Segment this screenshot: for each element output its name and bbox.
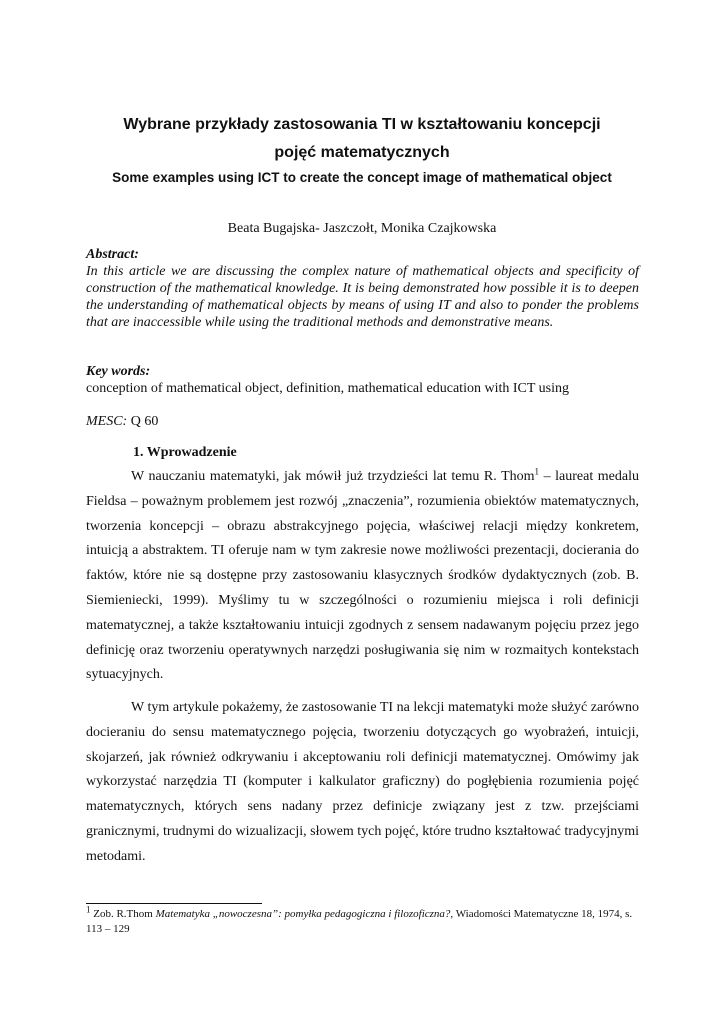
keywords-label: Key words:: [86, 364, 151, 379]
paragraph-1-text-a: W nauczaniu matematyki, jak mówił już trzydzieści lat temu R. Thom: [131, 469, 535, 484]
mesc-line: [86, 413, 639, 430]
abstract-text: In this article we are discussing the complex nature of mathematical objects and specificity of construction of the mathematical knowledge. It is being demonstrated how possible it is to deepen the understanding of mathematical objects by means of using IT and also to ponder the problems that are inaccessible while using the traditional methods and demonstrative means.: [86, 264, 639, 330]
abstract-label: Abstract:: [86, 247, 139, 262]
title-polish-line-1: Wybrane przykłady zastosowania TI w kształtowaniu koncepcji: [123, 116, 601, 133]
section-heading: 1. Wprowadzenie: [133, 445, 237, 460]
mesc-value: Q 60: [130, 414, 159, 429]
authors: Beata Bugajska- Jaszczołt, Monika Czajkowska: [227, 221, 497, 236]
footnote-divider: [86, 903, 262, 904]
keywords-text: conception of mathematical object, definition, mathematical education with ICT using: [86, 381, 569, 396]
abstract-section: [86, 246, 639, 331]
title-polish: [60, 111, 664, 167]
paragraph-1: [86, 465, 639, 688]
paragraph-2: W tym artykule pokażemy, że zastosowanie TI na lekcji matematyki może służyć zarówno docieraniu do sensu matematycznego pojęcia, tworzeniu dotyczących go wyobrażeń, intuicji, skojarzeń, jak również odkrywaniu i akceptowaniu roli definicji matematycznej. Omówimy jak wykorzystać narzędzia TI (komputer i kalkulator graficzny) do pogłębienia rozumienia pojęć matematycznych, których sens nadany przez definicje związany jest z tzw. przejściami granicznymi, trudnymi do wizualizacji, słowem tych pojęć, które trudno kształtować tradycyjnymi metodami.: [86, 700, 639, 864]
footnote-number: 1: [86, 904, 91, 915]
title-polish-line-2: pojęć matematycznych: [274, 144, 450, 161]
footnote-rest: , Wiadomości Matematyczne 18, 1974, s. 113 – 129: [86, 908, 633, 935]
mesc-label: MESC:: [86, 414, 128, 429]
footnote-cited-title: Matematyka „nowoczesna”: pomyłka pedagogiczna i filozoficzna?: [155, 908, 451, 920]
keywords-section: [86, 363, 639, 397]
footnote-reference: 1: [534, 466, 540, 477]
title-english: Some examples using ICT to create the concept image of mathematical object: [112, 170, 612, 185]
paragraph-1-text-b: – laureat medalu Fieldsa – poważnym problemem jest rozwój „znaczenia”, rozumienia obiektów matematycznych, tworzenia koncepcji – obrazu abstrakcyjnego pojęcia, właściwej relacji między konkretem, intuicją a abstraktem. TI oferuje nam w tym zakresie nowe możliwości prezentacji, docierania do faktów, które nie są dostępne przy zastosowaniu klasycznych środków dydaktycznych (zob. B. Siemieniecki, 1999). Myślimy tu w szczególności o rozumieniu miejsca i roli definicji matematycznej, a także kształtowaniu intuicji zgodnych z sensem nadawanym pojęciu przez jego definicję oraz tworzeniu operatywnych narzędzi posługiwania się nim w rozmaitych kontekstach sytuacyjnych.: [86, 469, 639, 683]
footnote: [86, 904, 639, 937]
footnote-lead: Zob. R.Thom: [90, 908, 156, 920]
